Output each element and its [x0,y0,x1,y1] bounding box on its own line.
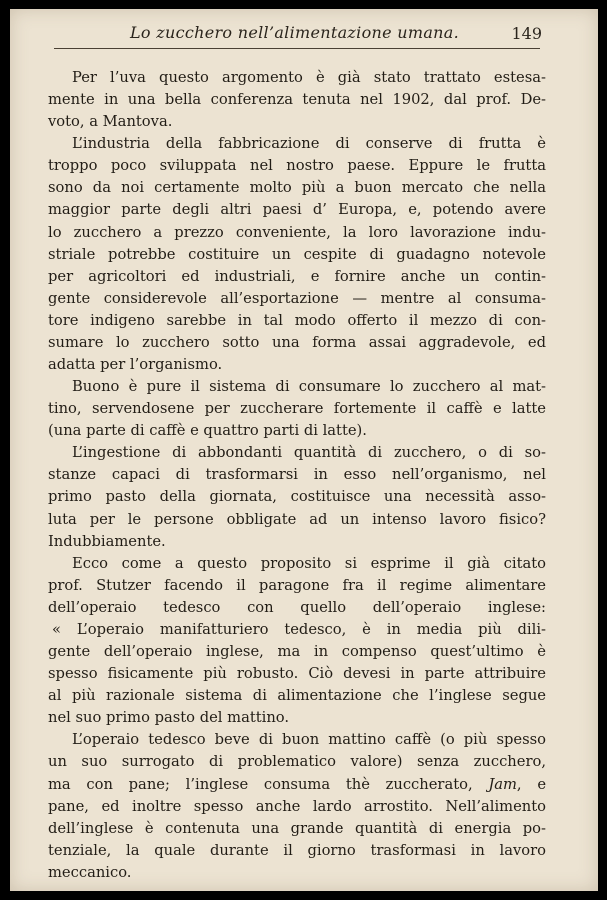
text-segment: , e [516,775,547,793]
text-line: L’operaio tedesco beve di buon mattino caffè (o più spesso [72,731,546,749]
text-line: gente considerevole all’esportazione — mentre al consuma- [48,289,546,307]
text-line: troppo poco sviluppata nel nostro paese. Eppure le frutta [48,157,546,175]
text-line: meccanico. [48,863,132,881]
text-line: tenziale, la quale durante il giorno trasformasi in lavoro [48,841,546,859]
body-text [48,67,546,884]
text-line: L’industria della fabbricazione di conserve di frutta è [72,135,546,153]
text-line: tore indigeno sarebbe in tal modo offerto il mezzo di con- [48,311,546,329]
text-line: gente dell’operaio inglese, ma in compenso quest’ultimo è [48,643,546,661]
text-line: dell’inglese è contenuta una grande quantità di energia po- [48,819,546,837]
text-segment: ma con pane; l’inglese consuma thè zuccherato, [48,775,473,793]
text-line: un suo surrogato di problematico valore) senza zucchero, [48,753,546,771]
text-line: striale potrebbe costituire un cespite di guadagno notevole [48,245,546,263]
text-line: pane, ed inoltre spesso anche lardo arrostito. Nell’alimento [48,797,546,815]
text-line: per agricoltori ed industriali, e fornire anche un contin- [48,267,546,285]
text-line: (una parte di caffè e quattro parti di latte). [48,422,367,440]
text-line: L’ingestione di abbondanti quantità di zucchero, o di so- [72,444,546,462]
text-line: nel suo primo pasto del mattino. [48,709,290,727]
text-line: Per l’uva questo argomento è già stato trattato estesa- [72,69,546,86]
text-line: al più razionale sistema di alimentazione che l’inglese segue [48,687,546,705]
text-line: spesso fisicamente più robusto. Ciò devesi in parte attribuire [48,665,546,683]
header-rule [54,48,540,49]
text-line: prof. Stutzer facendo il paragone fra il regime alimentare [48,576,546,594]
text-line-mixed [48,774,546,796]
text-line: sono da noi certamente molto più a buon mercato che nella [48,179,546,197]
text-line: adatta per l’organismo. [48,356,223,374]
text-line: primo pasto della giornata, costituisce una necessità asso- [48,488,546,506]
text-line: Indubbiamente. [48,532,166,550]
page-number: 149 [511,24,542,43]
text-line: lo zucchero a prezzo conveniente, la loro lavorazione indu- [48,223,546,241]
text-line: sumare lo zucchero sotto una forma assai aggradevole, ed [48,333,546,351]
text-line: Buono è pure il sistema di consumare lo zucchero al mat- [72,378,546,396]
book-page [10,9,598,891]
text-line: luta per le persone obbligate ad un intenso lavoro fisico? [48,510,546,528]
page-header [10,23,598,47]
text-line: stanze capaci di trasformarsi in esso nell’organismo, nel [48,466,546,484]
text-line: « L’operaio manifatturiero tedesco, è in media più dili- [52,620,546,638]
text-line: mente in una bella conferenza tenuta nel 1902, dal prof. De- [48,91,546,109]
running-title: Lo zucchero nell’alimentazione umana. [130,23,460,42]
text-line: voto, a Mantova. [48,113,173,131]
text-line: dell’operaio tedesco con quello dell’operaio inglese: [48,598,546,616]
text-line: maggior parte degli altri paesi d’ Europa, e, potendo avere [48,201,546,219]
text-line: Ecco come a questo proposito si esprime il già citato [72,554,546,572]
italic-term: Jam [488,775,517,793]
text-line: tino, servendosene per zuccherare fortemente il caffè e latte [48,400,546,418]
